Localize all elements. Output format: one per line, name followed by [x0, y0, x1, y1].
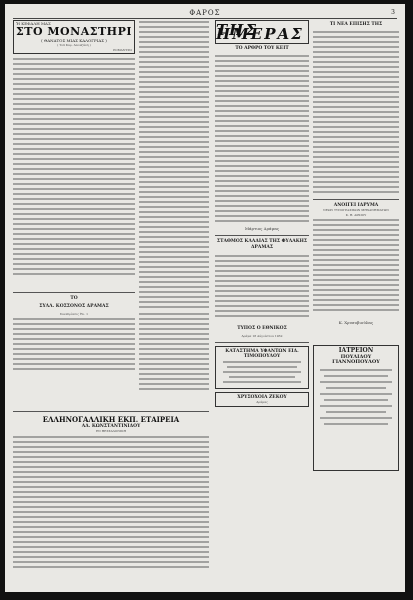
- school-ad-subtitle-2: ΕΝ ΘΕΣΣΑΛΟΝΙΚΗ: [95, 429, 127, 433]
- serial-title-box: [13, 20, 135, 54]
- divider: [13, 411, 209, 412]
- section-subheading-2: Συνεδρίασις Ἐν. 1: [59, 311, 89, 316]
- serial-title: ΣΤΟ ΜΟΝΑΣΤΗΡΙ: [16, 25, 132, 39]
- column-3: [215, 20, 309, 407]
- section-header-title: ΤΗΣ ΗΜΕΡΑΣ: [216, 20, 304, 43]
- store-ad-title: ΚΑΤΑΣΤΗΜΑ ΥΦΑΝΤΩΝ ΕΙΔ. ΤΙΜΟΠΟΥΛΟΥ: [225, 348, 299, 359]
- divider: [13, 292, 135, 293]
- serial-body-text: [13, 57, 135, 288]
- text-lines-graphic: [313, 217, 399, 317]
- article-headline: ΤΙ ΝΕΑ ΕΠΙΣΗΣ ΤΗΣ: [329, 22, 383, 27]
- divider: [215, 342, 309, 343]
- jewellery-advertisement: [215, 392, 309, 407]
- column-2: [139, 20, 209, 403]
- article-signature: Μάρτιος Δράμας: [244, 226, 280, 232]
- text-lines-graphic: [215, 54, 309, 224]
- clinic-ad-name-2: ΓΙΑΝΝΟΠΟΥΛΟΥ: [332, 359, 380, 366]
- masthead-bar: [13, 10, 397, 19]
- text-lines-graphic: [139, 311, 209, 401]
- article-heading: ΤΥΠΟΣ Ο ΕΘΝΙΚΟΣ: [237, 326, 287, 332]
- school-ad-title: ΕΛΛΗΝΟΓΑΛΛΙΚΗ ΕΚΠ. ΕΤΑΙΡΕΙΑ: [42, 415, 180, 424]
- article-heading: ΣΤΑΘΜΟΣ ΚΛΑΔΙΑΣ ΤΗΣ ΦΥΛΑΚΗΣ ΔΡΑΜΑΣ: [216, 238, 308, 250]
- column-4: [313, 20, 399, 471]
- serial-tag: ΡΟΜΑΝΤΖΟ: [113, 47, 132, 52]
- column-1: [13, 20, 135, 377]
- text-lines-graphic: [219, 359, 305, 385]
- store-advertisement: [215, 346, 309, 389]
- notice-subtitle-2: Κ. Θ. ΑΡΚΙΟΥ: [345, 212, 367, 217]
- text-lines-graphic: [316, 365, 396, 435]
- serial-subtitle: ( ΘΑΝΑΤΟΣ ΜΙΑΣ ΚΑΛΟΓΡΙΑΣ ): [41, 38, 107, 44]
- clinic-ad-name: ΠΟΥΛΙΔΟΥ: [340, 354, 372, 361]
- section-header-box: [215, 20, 309, 44]
- text-lines-graphic: [13, 57, 135, 287]
- divider: [313, 199, 399, 200]
- text-lines-graphic: [13, 433, 209, 573]
- text-lines-graphic: [313, 30, 399, 195]
- clinic-ad-title: ΙΑΤΡΕΙΟΝ: [338, 347, 374, 355]
- serial-kicker: Ἡ ΚΕΦΑΛΗ ΜΑΣ: [16, 21, 51, 26]
- serial-subtitle-meta: ( Τοῦ Κυρ. Δαουζάνη ): [57, 43, 91, 48]
- school-ad-subtitle: ΑΔ. ΚΩΝΣΤΑΝΤΙΝΙΔΟΥ: [81, 424, 141, 429]
- article-headline: ΤΟ ΑΡΘΡΟ ΤΟΥ ΚΕΙΤ: [235, 46, 289, 51]
- notice-title: ΑΝΟΙΓΕΙ ΙΔΡΥΜΑ: [333, 203, 379, 209]
- page-number: 3: [391, 9, 395, 16]
- text-lines-graphic: [215, 253, 309, 323]
- newspaper-page: [5, 4, 405, 592]
- section-heading: ΤΟ: [70, 295, 78, 301]
- section-subheading: ΣΥΛΛ. ΚΟΣΣΟΝΟΣ ΔΡΑΜΑΣ: [39, 303, 109, 309]
- masthead-title: ΦΑΡΟΣ: [189, 9, 221, 17]
- school-advertisement: [13, 408, 209, 577]
- article-signature: Κ. Χρυσοβιούλας: [338, 319, 374, 325]
- divider: [215, 235, 309, 236]
- clinic-advertisement: [313, 345, 399, 471]
- jewellery-ad-title: ΧΡΥΣΟΧΟΙΑ ΖΕΚΟΥ: [237, 395, 287, 401]
- jewellery-ad-sub: Δράμας: [256, 400, 268, 405]
- notice-subtitle: ΝΕΩΝ ΤΥΠΟΓΡΑΦΙΚΩΝ ΜΗΧΑΝΗΜΑΤΩΝ: [323, 208, 389, 213]
- text-lines-graphic: [13, 316, 135, 376]
- text-lines-graphic: [139, 20, 209, 310]
- article-date-line: Δράμα 18 Αὐγούστου 1932: [241, 334, 283, 339]
